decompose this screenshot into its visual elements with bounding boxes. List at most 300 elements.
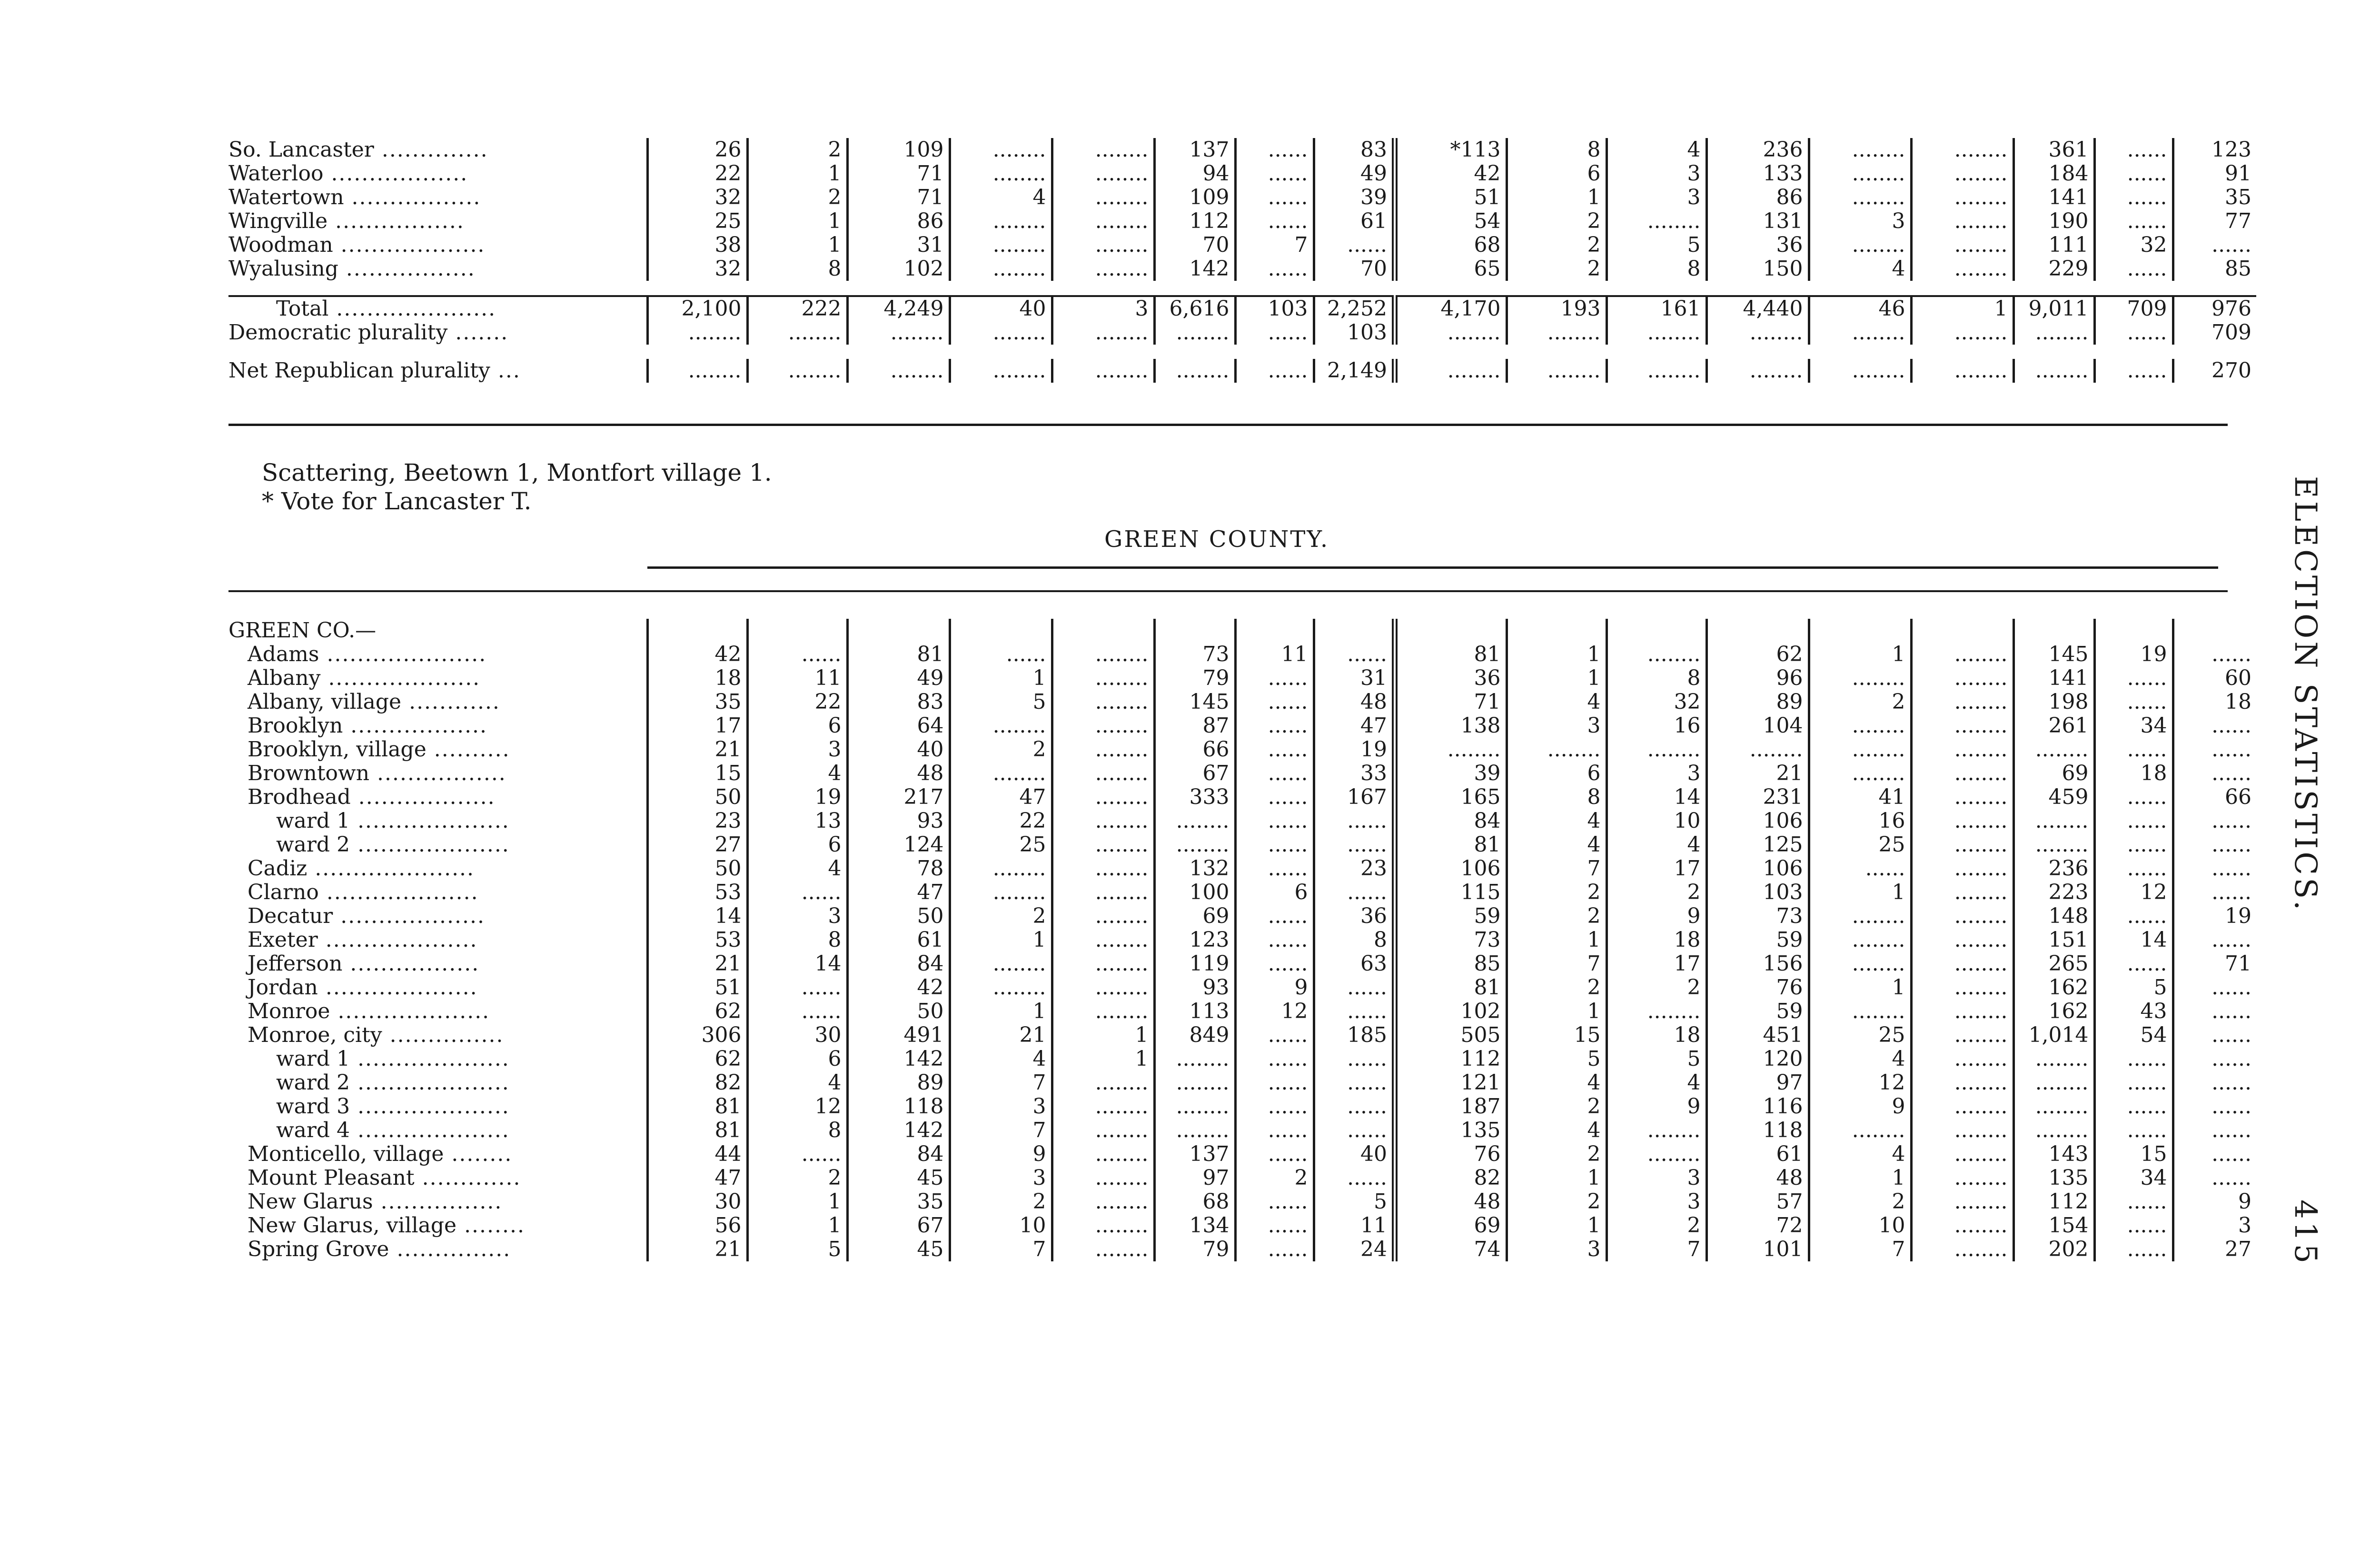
table-row [228,666,2256,690]
cell: 71 [847,186,950,209]
cell: ...... [1314,643,1395,666]
row-label-text: Wingville [228,209,328,233]
cell: ...... [1235,1142,1314,1166]
cell: 59 [1706,1000,1809,1023]
cell: 4 [1606,1071,1706,1095]
cell: 11 [1235,643,1314,666]
cell: 47 [1314,714,1395,738]
cell: 2,100 [647,296,747,321]
leader-dots: ........ [444,1142,513,1166]
table-row [228,1023,2256,1047]
table-row [228,162,2256,186]
cell: ...... [747,1000,847,1023]
cell: ........ [1706,321,1809,345]
cell: 83 [847,690,950,714]
cell: 3 [950,1166,1052,1190]
cell: 21 [1706,762,1809,785]
cell: 7 [1235,233,1314,257]
cell: ...... [1314,1119,1395,1142]
cell: 18 [2225,690,2251,714]
cell: 36 [1314,904,1395,928]
cell: ...... [1235,785,1314,809]
cell: ........ [1911,359,2013,383]
cell: 18 [1606,928,1706,952]
table-row [228,1166,2256,1190]
cell: 4 [747,857,847,881]
cell: 18 [647,666,747,690]
cell: 120 [1706,1047,1809,1071]
cell: 4 [1507,690,1606,714]
cell: ........ [1154,321,1235,345]
cell: 44 [647,1142,747,1166]
row-label [228,209,647,233]
cell: ...... [1235,738,1314,762]
cell: 8 [1606,666,1706,690]
page-number: 415 [2288,1199,2323,1267]
leader-dots: ............... [389,1238,511,1261]
cell: 50 [847,1000,950,1023]
cell: 1 [950,928,1052,952]
cell: ........ [1911,1166,2013,1190]
cell: 4 [1809,257,1911,281]
cell: 42 [1395,162,1507,186]
cell: 101 [1706,1238,1809,1261]
row-label [228,296,647,321]
cell: ........ [1606,738,1706,762]
cell: 81 [1395,643,1507,666]
cell: 2 [1809,1190,1911,1214]
leader-dots: .................... [317,928,478,952]
cell: 53 [647,881,747,904]
cell: 48 [1706,1166,1809,1190]
cell: 1 [1507,928,1606,952]
cell: 71 [847,162,950,186]
cell: 1 [1809,643,1911,666]
cell: 54 [1395,209,1507,233]
cell: 4 [1809,1047,1911,1071]
cell: ........ [1052,1095,1154,1119]
cell: 3 [1606,1166,1706,1190]
leader-dots: .................... [317,976,478,1000]
cell: ........ [950,976,1052,1000]
cell: ........ [1052,1238,1154,1261]
cell: 6 [1235,881,1314,904]
cell: ...... [1235,857,1314,881]
cell: 61 [1706,1142,1809,1166]
row-label [228,1166,647,1190]
cell: ........ [1052,738,1154,762]
cell: ........ [950,162,1052,186]
cell: 40 [1314,1142,1395,1166]
cell: 25 [647,209,747,233]
table-row [228,928,2256,952]
cell: 73 [1706,904,1809,928]
cell: 161 [1606,296,1706,321]
leader-dots: .................... [350,1119,510,1142]
table-row [228,881,2256,904]
row-label [228,762,647,785]
cell: 32 [1606,690,1706,714]
cell: ........ [950,762,1052,785]
cell: ...... [1235,714,1314,738]
cell: ........ [950,321,1052,345]
row-label-text: Exeter [248,928,318,952]
cell: 18 [1606,1023,1706,1047]
county-heading-row [228,619,2256,643]
cell: ........ [1911,1095,2013,1119]
cell: 5 [747,1238,847,1261]
cell: ........ [1052,952,1154,976]
cell: ........ [1154,1047,1235,1071]
cell: ........ [1809,904,1911,928]
cell: 61 [1314,209,1395,233]
cell: 46 [1809,296,1911,321]
row-label-text: Jordan [248,976,318,1000]
cell: 2 [1235,1166,1314,1190]
row-label-text: ward 2 [276,833,350,857]
cell: ...... [1809,857,1911,881]
cell: ...... [1235,833,1314,857]
row-label-text: Albany [248,666,321,690]
row-label-text: Woodman [228,233,333,257]
cell [2094,619,2173,643]
row-label-text: Brooklyn, village [248,738,426,762]
cell: 1,014 [2013,1023,2094,1047]
cell: ........ [1606,209,1706,233]
row-label-text: Monroe, city [248,1023,382,1047]
cell: 156 [1706,952,1809,976]
row-label-text: Albany, village [248,690,402,714]
cell: ........ [1911,186,2013,209]
table-row [228,257,2256,281]
cell: ........ [1911,1238,2013,1261]
cell: ........ [1052,785,1154,809]
cell: ...... [2094,738,2173,762]
row-label [228,857,647,881]
cell: 9 [1809,1095,1911,1119]
cell: 3 [1606,186,1706,209]
cell: 185 [1314,1023,1395,1047]
cell: 25 [950,833,1052,857]
cell: 85 [2225,257,2251,281]
cell: 71 [1395,690,1507,714]
cell: 265 [2013,952,2094,976]
cell: 11 [1314,1214,1395,1238]
table-row [228,1047,2256,1071]
cell: 2 [1507,976,1606,1000]
cell: ...... [1235,1119,1314,1142]
cell: 361 [2013,138,2094,162]
cell: 3 [1507,714,1606,738]
row-label-text: Brooklyn [248,714,343,738]
cell: 45 [847,1166,950,1190]
cell [847,619,950,643]
cell: ........ [1052,1000,1154,1023]
cell: ........ [847,321,950,345]
cell: 23 [1314,857,1395,881]
cell: 5 [1314,1190,1395,1214]
row-label-text: Waterloo [228,162,324,186]
cell: 31 [847,233,950,257]
cell: ...... [2211,1119,2251,1142]
cell: 1 [1507,643,1606,666]
cell: 21 [647,1238,747,1261]
cell: ........ [1052,643,1154,666]
cell: 3 [747,904,847,928]
cell: 42 [647,643,747,666]
cell: 142 [1154,257,1235,281]
table-row [228,209,2256,233]
cell: ...... [2211,233,2251,257]
cell: 15 [1507,1023,1606,1047]
cell: 39 [1395,762,1507,785]
cell: 202 [2013,1238,2094,1261]
cell: 6,616 [1154,296,1235,321]
row-label-text: Net Republican plurality [228,359,490,383]
leader-dots: .................. [350,785,496,809]
cell: ........ [1706,738,1809,762]
cell: 1 [747,1214,847,1238]
spacer-row [228,281,2256,296]
cell: 2 [1507,209,1606,233]
cell: ........ [2013,1047,2094,1071]
cell: 2 [1507,257,1606,281]
cell: 21 [950,1023,1052,1047]
cell: ...... [1235,162,1314,186]
cell: ........ [747,359,847,383]
table-row [228,1071,2256,1095]
cell: ...... [2094,1190,2173,1214]
row-label [228,1047,647,1071]
cell: ........ [1052,162,1154,186]
cell: ........ [1911,809,2013,833]
cell: 2 [1507,881,1606,904]
cell: ........ [1809,714,1911,738]
row-label [228,881,647,904]
cell: ........ [1052,928,1154,952]
cell: ...... [1314,809,1395,833]
cell: ........ [1911,1071,2013,1095]
cell: 100 [1154,881,1235,904]
cell: ...... [1235,928,1314,952]
cell: 133 [1706,162,1809,186]
cell: 3 [1052,296,1154,321]
cell: 16 [1809,809,1911,833]
cell: 4,170 [1395,296,1507,321]
cell: 10 [1809,1214,1911,1238]
cell: 131 [1706,209,1809,233]
table-row [228,643,2256,666]
cell: 63 [1314,952,1395,976]
cell: ........ [1911,857,2013,881]
leader-dots: ................ [373,1190,503,1214]
cell: ...... [2094,785,2173,809]
cell: 17 [647,714,747,738]
cell [1052,619,1154,643]
cell: ........ [950,359,1052,383]
cell [950,619,1052,643]
cell: 141 [2013,186,2094,209]
cell: 2 [1809,690,1911,714]
running-head: ELECTION STATISTICS. [2288,476,2323,913]
cell: 57 [1706,1190,1809,1214]
cell: 1 [1507,186,1606,209]
cell: 7 [950,1119,1052,1142]
cell: 132 [1154,857,1235,881]
cell: ...... [1235,1238,1314,1261]
cell: ........ [1911,1047,2013,1071]
cell: 165 [1395,785,1507,809]
cell: 14 [2094,928,2173,952]
cell: ...... [2211,809,2251,833]
cell: 3 [1606,762,1706,785]
cell: 143 [2013,1142,2094,1166]
cell: 121 [1395,1071,1507,1095]
cell: ........ [1606,643,1706,666]
cell: ........ [1911,833,2013,857]
cell: ........ [1809,666,1911,690]
cell: 1 [1809,976,1911,1000]
cell: 270 [2211,359,2251,383]
cell: 93 [1154,976,1235,1000]
cell: ........ [1052,1190,1154,1214]
row-label-text: ward 3 [276,1095,350,1119]
cell: 3 [1606,162,1706,186]
table-row [228,976,2256,1000]
cell: ...... [1235,138,1314,162]
cell: 9,011 [2013,296,2094,321]
cell: 9 [1235,976,1314,1000]
cell: ...... [2211,976,2251,1000]
cell: ........ [1911,881,2013,904]
cell: ........ [1052,666,1154,690]
cell: ........ [1809,359,1911,383]
row-label-text: Adams [248,643,319,666]
cell: ...... [747,643,847,666]
cell: ........ [1911,233,2013,257]
leader-dots: ................. [338,257,476,281]
cell: 231 [1706,785,1809,809]
cell: 50 [647,857,747,881]
cell: 150 [1706,257,1809,281]
row-label [228,809,647,833]
cell: 236 [2013,857,2094,881]
cell: ........ [1911,1214,2013,1238]
row-label-text: Clarno [248,881,319,904]
row-label [228,1214,647,1238]
cell: 14 [747,952,847,976]
cell: ........ [1911,138,2013,162]
cell: ...... [1314,1071,1395,1095]
cell: ........ [2013,738,2094,762]
leader-dots: ................. [327,209,465,233]
cell: 81 [647,1119,747,1142]
cell: ........ [1606,1119,1706,1142]
cell: ...... [2211,1071,2251,1095]
cell: ........ [1052,809,1154,833]
cell: 104 [1706,714,1809,738]
cell: ........ [1507,321,1606,345]
cell: 38 [647,233,747,257]
cell: ...... [2094,1047,2173,1071]
cell: 96 [1706,666,1809,690]
cell: 69 [2013,762,2094,785]
cell: 8 [747,1119,847,1142]
cell: ........ [1154,833,1235,857]
cell: 1 [1911,296,2013,321]
cell: ........ [1911,209,2013,233]
cell [1809,619,1911,643]
cell: 62 [647,1047,747,1071]
leader-dots: ........ [456,1214,525,1238]
cell: 261 [2013,714,2094,738]
row-label-text: So. Lancaster [228,138,374,162]
cell: 42 [847,976,950,1000]
cell: 4 [1507,809,1606,833]
row-label [228,138,647,162]
cell: 8 [747,257,847,281]
cell: 709 [2094,296,2173,321]
spacer [228,345,2256,359]
cell: 48 [847,762,950,785]
cell: 223 [2013,881,2094,904]
cell: 51 [1395,186,1507,209]
cell: 148 [2013,904,2094,928]
cell: ........ [1911,738,2013,762]
cell: ...... [2211,1142,2251,1166]
cell: ...... [1314,1047,1395,1071]
leader-dots: ....... [447,321,509,345]
cell: 41 [1809,785,1911,809]
cell: 70 [1314,257,1395,281]
cell: 1 [950,1000,1052,1023]
cell: ........ [1809,162,1911,186]
leader-dots: .................... [320,666,481,690]
row-label [228,321,647,345]
cell: 84 [847,952,950,976]
table-row [228,833,2256,857]
cell: 1 [1507,666,1606,690]
row-label-text: Monroe [248,1000,330,1023]
cell: 47 [950,785,1052,809]
cell: ........ [1052,1119,1154,1142]
table-row [228,904,2256,928]
cell: 3 [1507,1238,1606,1261]
cell: 45 [847,1238,950,1261]
cell: ........ [1395,359,1507,383]
cell: ...... [2211,643,2251,666]
cell: 40 [847,738,950,762]
cell: ...... [2094,186,2173,209]
cell: 77 [2225,209,2251,233]
row-label-text: Democratic plurality [228,321,448,345]
cell: 89 [847,1071,950,1095]
cell: ...... [2094,359,2173,383]
cell: ........ [1052,881,1154,904]
cell: 62 [1706,643,1809,666]
cell: 73 [1154,643,1235,666]
cell: 145 [2013,643,2094,666]
scattering-note: Scattering, Beetown 1, Montfort village 1. [262,459,772,486]
cell: ........ [1911,1190,2013,1214]
cell: 10 [1606,809,1706,833]
cell: 53 [647,928,747,952]
cell: ........ [1052,1142,1154,1166]
cell [747,619,847,643]
table-row [228,1238,2256,1261]
leader-dots: .................... [350,833,510,857]
cell: 76 [1395,1142,1507,1166]
